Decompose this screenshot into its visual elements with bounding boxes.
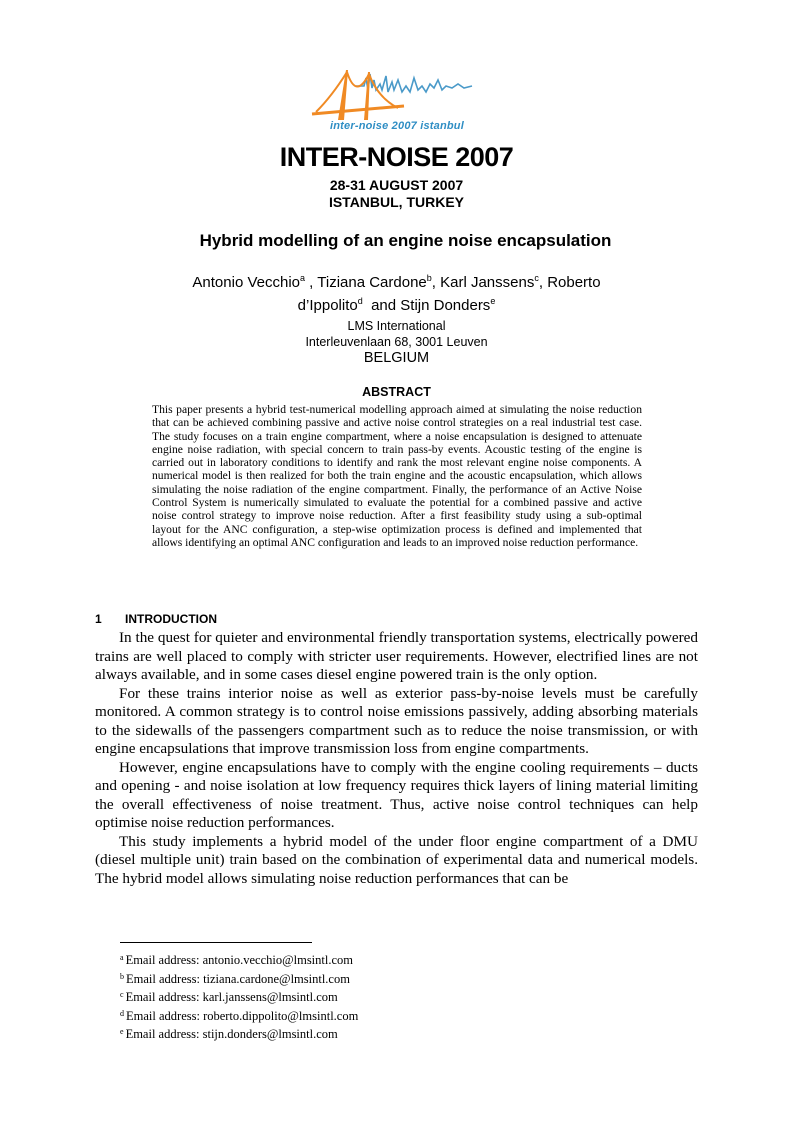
footnote-text: Email address: stijn.donders@lmsintl.com: [125, 1027, 338, 1041]
footnote-text: Email address: karl.janssens@lmsintl.com: [125, 990, 338, 1004]
conference-date: 28-31 AUGUST 2007: [329, 177, 464, 193]
author-name: Tiziana Cardone: [317, 274, 427, 291]
paragraph: In the quest for quieter and environmental friendly transportation systems, electrically powered trains are well placed to comply with stricter user requirements. However, electrified lines are not always available, and in some cases diesel engine powered train is the only option.: [95, 629, 698, 683]
footnote-mark: c: [120, 990, 124, 999]
section-title: INTRODUCTION: [125, 612, 217, 626]
author-name: Roberto d’Ippolito: [297, 274, 601, 314]
section-number: 1: [95, 612, 102, 626]
footnote: [120, 1006, 520, 1025]
footnote-mark: d: [120, 1008, 124, 1018]
author-name: Stijn Donders: [400, 297, 491, 314]
affiliation-address: Interleuvenlaan 68, 3001 Leuven: [305, 335, 488, 349]
footnote: [120, 969, 520, 988]
footnote: [120, 950, 520, 969]
footnote-text: Email address: tiziana.cardone@lmsintl.com: [126, 971, 350, 986]
author-name: Antonio Vecchio: [192, 274, 300, 291]
abstract-heading: ABSTRACT: [362, 385, 431, 399]
section-heading: [95, 612, 217, 626]
footnote-rule: [120, 942, 312, 943]
author-affiliation-mark: c: [534, 273, 539, 283]
footnote: [120, 1024, 520, 1043]
author-separator: ,: [538, 274, 548, 291]
paragraph: This study implements a hybrid model of the under floor engine compartment of a DMU (diesel multiple unit) train based on the combination of experimental data and numerical models. The hybrid model allows simulating noise reduction performances that can be: [95, 832, 698, 887]
introduction-body: [95, 629, 698, 888]
author-list: [160, 269, 633, 315]
author-separator: ,: [305, 274, 318, 291]
conference-title: INTER-NOISE 2007: [279, 142, 514, 172]
bridge-deck: [312, 106, 404, 114]
footnote-mark: e: [120, 1027, 124, 1036]
footnote-mark: b: [120, 971, 124, 981]
paper-title: Hybrid modelling of an engine noise encapsulation: [199, 231, 612, 250]
abstract-text: This paper presents a hybrid test-numerical modelling approach aimed at simulating the noise reduction that can be achieved combining passive and active noise control strategies on a real industrial test case. The study focuses on a train engine compartment, where a noise encapsulation is designed to attenuate engine noise radiation, with special concern to train pass-by events. Acoustic testing of the engine is carried out in laboratory conditions to identify and rank the most relevant engine noise components. A numerical model is then realized for both the train engine and the acoustic encapsulation, which allows simulating the noise radiation of the engine compartment. Finally, the performance of an Active Noise Control System is numerically simulated to evaluate the potential for a combined passive and active noise control strategy to improve noise reduction. After a first feasibility study using a sub-optimal layout for the ANC configuration, a step-wise optimization process is defined and implemented that allows identifying an optimal ANC configuration and leads to an improved noise reduction performance.: [152, 403, 642, 549]
footnotes: [120, 950, 520, 1043]
author-affiliation-mark: d: [357, 296, 363, 306]
footnote-text: Email address: antonio.vecchio@lmsintl.com: [125, 953, 353, 967]
author-affiliation-mark: b: [426, 273, 432, 283]
author-separator: ,: [431, 274, 441, 291]
paragraph: For these trains interior noise as well as exterior pass-by-noise levels must be carefully monitored. A common strategy is to control noise emissions passively, adding absorbing materials to the sidewalls of the passengers compartment such as to reduce the noise transmission, or with engine encapsulations that improve transmission loss from engine compartments.: [95, 684, 698, 757]
author-affiliation-mark: a: [300, 273, 306, 283]
author-separator: and: [362, 297, 401, 314]
logo-caption: inter-noise 2007 istanbul: [330, 120, 464, 132]
author-affiliation-mark: e: [490, 296, 496, 306]
footnote-text: Email address: roberto.dippolito@lmsintl.com: [126, 1008, 359, 1023]
conference-place: ISTANBUL, TURKEY: [328, 194, 465, 210]
paragraph: However, engine encapsulations have to comply with the engine cooling requirements – ducts and opening - and noise isolation at low frequency requires thick layers of lining material limiting the overall effectiveness of noise treatment. Thus, active noise control techniques can help optimise noise reduction performances.: [95, 758, 698, 831]
affiliation-country: BELGIUM: [363, 350, 430, 366]
affiliation-org: LMS International: [347, 319, 446, 333]
footnote: [120, 987, 520, 1006]
footnote-mark: a: [120, 953, 124, 962]
author-name: Karl Janssens: [440, 274, 535, 291]
affiliation: [0, 318, 793, 366]
